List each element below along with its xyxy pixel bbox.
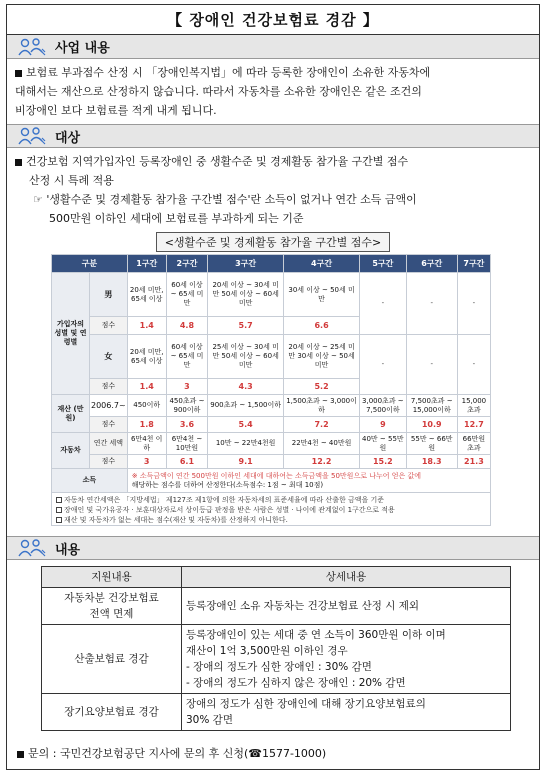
range-cell: - xyxy=(360,273,407,335)
header-cell: 1구간 xyxy=(127,255,166,273)
range-cell: 1,500초과 ~ 3,000이하 xyxy=(284,395,360,417)
table-row xyxy=(52,433,491,455)
range-cell: 900초과 ~ 1,500이하 xyxy=(208,395,284,417)
business-description xyxy=(7,59,539,124)
support-item: 산출보험료 경감 xyxy=(42,625,182,694)
support-table xyxy=(41,566,511,731)
inquiry-line xyxy=(17,745,326,761)
table-row xyxy=(52,335,491,379)
score-cell: 3.6 xyxy=(166,417,207,433)
text-line: 전액 면제 xyxy=(89,608,134,620)
header-cell: 6구간 xyxy=(406,255,457,273)
property-label: 재산 (만원) xyxy=(52,395,90,433)
range-cell: 15,000초과 xyxy=(457,395,490,417)
score-cell: 9.1 xyxy=(208,455,284,469)
range-cell: 3,000초과 ~ 7,500이하 xyxy=(360,395,407,417)
table-row xyxy=(42,694,511,731)
section-label: 내용 xyxy=(55,542,81,558)
group-label: 가입자의 성별 및 연령별 xyxy=(52,273,90,395)
section-label: 사업 내용 xyxy=(55,41,110,56)
table-header-row xyxy=(42,567,511,588)
range-cell: 450초과 ~ 900이하 xyxy=(166,395,207,417)
table-row xyxy=(42,625,511,694)
section-header-business xyxy=(7,35,539,59)
range-cell: 60세 이상 ~ 65세 미만 xyxy=(166,273,207,317)
range-cell: 6만4천 이하 xyxy=(127,433,166,455)
score-label: 점수 xyxy=(90,317,128,335)
inquiry-text: 문의 : 국민건강보험공단 지사에 문의 후 신청(☎1577-1000) xyxy=(28,747,327,760)
car-sub: 연간 세액 xyxy=(90,433,128,455)
header-cell: 구분 xyxy=(52,255,128,273)
score-cell: 3 xyxy=(166,379,207,395)
text-line: 등록장애인이 있는 세대 중 연 소득이 360만원 이하 이며 xyxy=(186,629,446,641)
score-cell: 10.9 xyxy=(406,417,457,433)
criteria-table xyxy=(51,254,491,493)
score-label: 점수 xyxy=(90,417,128,433)
criteria-title-text: <생활수준 및 경제활동 참가율 구간별 점수> xyxy=(156,232,391,252)
score-cell: 7.2 xyxy=(284,417,360,433)
score-label: 점수 xyxy=(90,379,128,395)
section-label: 대상 xyxy=(55,130,81,146)
page-title: 【 장애인 건강보험료 경감 】 xyxy=(7,5,539,35)
range-cell: 30세 이상 ~ 50세 미만 xyxy=(284,273,360,317)
text-line: 대해서는 재산으로 산정하지 않습니다. 따라서 자동차를 소유한 장애인은 같은 조건의 xyxy=(15,85,422,98)
range-cell: 20세 이상 ~ 25세 미만 30세 이상 ~ 50세 미만 xyxy=(284,335,360,379)
male-label: 男 xyxy=(90,273,128,317)
range-cell: 20세 이상 ~ 30세 미만 50세 이상 ~ 60세 미만 xyxy=(208,273,284,317)
text-line: 비장애인 보다 보험료를 적게 내게 됩니다. xyxy=(15,104,217,117)
range-cell: 40만 ~ 55만원 xyxy=(360,433,407,455)
section-header-content xyxy=(7,536,539,560)
female-label: 女 xyxy=(90,335,128,379)
people-icon xyxy=(17,37,47,57)
text-line: 산정 시 특례 적용 xyxy=(29,174,114,187)
support-item: 장기요양보험료 경감 xyxy=(42,694,182,731)
range-cell: 10만 ~ 22만4천원 xyxy=(208,433,284,455)
text-line: 재산이 1억 3,500만원 이하인 경우 xyxy=(186,645,348,657)
criteria-table-title xyxy=(7,232,539,252)
text-line: 자동차분 건강보험료 xyxy=(64,592,159,604)
footnote: 자동차 연간세액은 「지방세법」 제127조 제1항에 의한 자동차세의 표준세율에 따라 산출한 금액을 기준 xyxy=(64,496,385,504)
score-cell: 5.7 xyxy=(208,317,284,335)
text-line: 건강보험 지역가입자인 등록장애인 중 생활수준 및 경제활동 참가율 구간별 점수 xyxy=(26,155,409,168)
range-cell: 60세 이상 ~ 65세 미만 xyxy=(166,335,207,379)
header-cell: 지원내용 xyxy=(42,567,182,588)
header-cell: 2구간 xyxy=(166,255,207,273)
score-cell: 3 xyxy=(127,455,166,469)
table-row xyxy=(52,455,491,469)
score-cell: 18.3 xyxy=(406,455,457,469)
header-cell: 7구간 xyxy=(457,255,490,273)
car-label: 자동차 xyxy=(52,433,90,469)
range-cell: 7,500초과 ~ 15,000이하 xyxy=(406,395,457,417)
table-row xyxy=(52,417,491,433)
pointing-hand-icon: ☞ xyxy=(33,193,43,206)
score-cell: 6.1 xyxy=(166,455,207,469)
score-cell: 1.4 xyxy=(127,317,166,335)
range-cell: 55만 ~ 66만원 xyxy=(406,433,457,455)
range-cell: - xyxy=(406,273,457,335)
criteria-table-wrapper xyxy=(51,254,491,526)
range-cell: 450이하 xyxy=(127,395,166,417)
text-line: 30% 감면 xyxy=(186,714,233,726)
income-note-line: ※ 소득금액이 연간 500만원 이하인 세대에 대하여는 소득금액을 50만원으로 나누어 얻은 값에 xyxy=(131,471,421,480)
checkbox-icon xyxy=(56,517,62,523)
support-detail xyxy=(182,694,511,731)
header-cell: 상세내용 xyxy=(182,567,511,588)
text-line: 보험료 부과점수 산정 시 「장애인복지법」에 따라 등록한 장애인이 소유한 자동차에 xyxy=(26,66,431,79)
text-line: 장애의 정도가 심한 장애인에 대해 장기요양보험료의 xyxy=(186,698,426,710)
range-cell: 6만4천 ~ 10만원 xyxy=(166,433,207,455)
score-cell: 15.2 xyxy=(360,455,407,469)
score-cell: 6.6 xyxy=(284,317,360,335)
table-row xyxy=(52,395,491,417)
table-header-row xyxy=(52,255,491,273)
score-cell: 4.8 xyxy=(166,317,207,335)
range-cell: - xyxy=(360,335,407,395)
support-detail: 등록장애인 소유 자동차는 건강보험료 산정 시 제외 xyxy=(182,588,511,625)
range-cell: 20세 미만, 65세 이상 xyxy=(127,335,166,379)
document-page xyxy=(6,4,540,770)
bullet-icon xyxy=(15,70,22,77)
header-cell: 5구간 xyxy=(360,255,407,273)
score-cell: 5.2 xyxy=(284,379,360,395)
score-label: 점수 xyxy=(90,455,128,469)
range-cell: - xyxy=(457,273,490,335)
range-cell: 20세 미만, 65세 이상 xyxy=(127,273,166,317)
income-note-line: 해당하는 점수를 더하여 산정한다(소득점수: 1점 ~ 최대 10점) xyxy=(131,480,324,489)
income-note xyxy=(127,469,490,493)
score-cell: 1.4 xyxy=(127,379,166,395)
text-line: - 장애의 정도가 심한 장애인 : 30% 감면 xyxy=(186,661,372,673)
criteria-footnotes xyxy=(51,493,491,526)
people-icon xyxy=(17,538,47,558)
footnote: 재산 및 자동차가 없는 세대는 점수(재산 및 자동차)를 산정하지 아니한다. xyxy=(64,516,288,524)
score-cell: 12.7 xyxy=(457,417,490,433)
score-cell: 9 xyxy=(360,417,407,433)
range-cell: - xyxy=(457,335,490,395)
property-sub: 2006.7~ xyxy=(90,395,128,417)
checkbox-icon xyxy=(56,507,62,513)
target-description xyxy=(7,148,539,230)
range-cell: 25세 이상 ~ 30세 미만 50세 이상 ~ 60세 미만 xyxy=(208,335,284,379)
footnote: 장애인 및 국가유공자 · 보훈대상자로서 상이등급 판정을 받은 사람은 성별 · 나이에 관계없이 1구간으로 적용 xyxy=(64,506,395,514)
range-cell: 22만4천 ~ 40만원 xyxy=(284,433,360,455)
table-row xyxy=(42,588,511,625)
score-cell: 1.8 xyxy=(127,417,166,433)
support-item xyxy=(42,588,182,625)
score-cell: 12.2 xyxy=(284,455,360,469)
income-label: 소득 xyxy=(52,469,128,493)
people-icon xyxy=(17,126,47,146)
text-line: 500만원 이하인 세대에 보험료를 부과하게 되는 기준 xyxy=(49,212,304,225)
score-cell: 5.4 xyxy=(208,417,284,433)
header-cell: 3구간 xyxy=(208,255,284,273)
score-cell: 4.3 xyxy=(208,379,284,395)
text-line: '생활수준 및 경제활동 참가율 구간별 점수'란 소득이 없거나 연간 소득 금액이 xyxy=(46,193,417,206)
bullet-icon xyxy=(17,751,24,758)
range-cell: 66만원 초과 xyxy=(457,433,490,455)
header-cell: 4구간 xyxy=(284,255,360,273)
score-cell: 21.3 xyxy=(457,455,490,469)
table-row xyxy=(52,273,491,317)
bullet-icon xyxy=(15,159,22,166)
range-cell: - xyxy=(406,335,457,395)
support-detail xyxy=(182,625,511,694)
text-line: - 장애의 정도가 심하지 않은 장애인 : 20% 감면 xyxy=(186,677,406,689)
checkbox-icon xyxy=(56,497,62,503)
section-header-target xyxy=(7,124,539,148)
table-row xyxy=(52,469,491,493)
